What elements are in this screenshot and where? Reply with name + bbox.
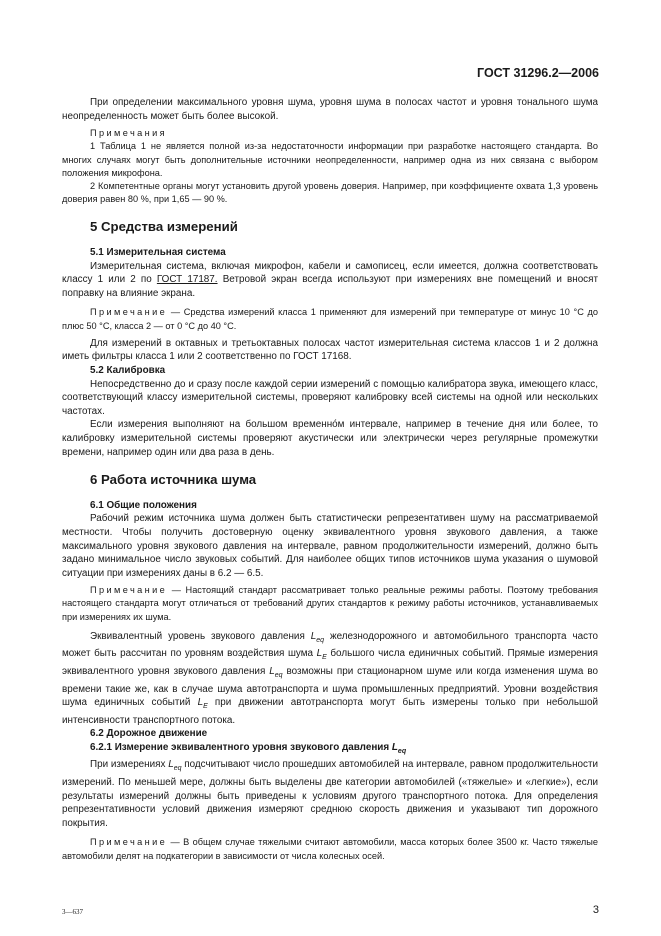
paragraph: Для измерений в октавных и третьоктавных полосах частот измерительная система классов 1 и 2 должна иметь фильтры класса 1 или 2 соответственно по ГОСТ 17168.: [62, 337, 598, 363]
section-6-2-1-title: 6.2.1 Измерение эквивалентного уровня звукового давления $L_{eq}$: [90, 741, 407, 755]
page-number: 3: [592, 904, 599, 916]
note: Примечание — Средства измерений класса 1 применяют для измерений при температуре от минус 10 °С до плюс 50 °С, класса 2 — от 0 °С до 40 °С.: [62, 307, 598, 331]
section-6-1-title: 6.1 Общие положения: [90, 499, 197, 511]
note-1: 1 Таблица 1 не является полной из-за недостаточности информации при разработке настоящего стандарта. Во многих случаях могут быть дополнительные источники неопределенности, например одна из них связана с выбором положения микрофона.: [62, 141, 598, 178]
paragraph: Рабочий режим источника шума должен быть статистически репрезентативен шуму на рассматриваемой местности. Чтобы получить достоверную оценку эквивалентного уровня звукового давления, а также максимального уровня звукового давления на интервале, равном продолжительности измерений, должно быть задано минимальное число звуковых событий. Для наиболее общих типов источников шума указания о шумовой ситуации при измерениях даны в 6.2 — 6.5.: [62, 513, 598, 579]
section-6-title: 6 Работа источника шума: [90, 472, 257, 488]
section-5-1-title: 5.1 Измерительная система: [90, 247, 226, 258]
section-5-2-title: 5.2 Калибровка: [90, 364, 166, 376]
print-mark: 3—637: [62, 908, 83, 916]
paragraph: При определении максимального уровня шума, уровня шума в полосах частот и уровня тонального шума неопределенность может быть более высокой.: [62, 97, 598, 122]
paragraph: Непосредственно до и сразу после каждой серии измерений с помощью калибратора звука, имеющего класс, соответствующий классу измерительной системы, проверяют калибровку всей системы на одной или нескольких частотах.: [62, 378, 598, 417]
section-6-2-title: 6.2 Дорожное движение: [90, 728, 208, 740]
note: Примечание — Настоящий стандарт рассматривает только реальные режимы работы. Поэтому требования настоящего стандарта могут отличаться от требований других стандартов к режиму работы источников, устанавливаемых при измерениях их шума.: [62, 585, 598, 622]
note: Примечание — В общем случае тяжелыми считают автомобили, масса которых более 3500 кг. Часто тяжелые автомобили делят на подкатегории в зависимости от числа колесных осей.: [62, 837, 598, 861]
notes-title: Примечания: [90, 128, 168, 139]
paragraph: Если измерения выполняют на большом временно́м интервале, например в течение дня или более, то калибровку измерительной системы проверяют акустически или электрически через регулярные промежутки времени, например один или два раза в день.: [62, 419, 598, 458]
standard-code: ГОСТ 31296.2—2006: [477, 66, 599, 80]
paragraph: При измерениях $L_{eq}$ подсчитывают число прошедших автомобилей на интервале, равном продолжительности измерений. По меньшей мере, должны быть выделены две категории автомобилей («тяжелые» и «легкие»), если результаты измерений должны быть приведены к условиям другого транспортного потока. Для определения репрезентативности условий движения измеряют среднюю скорость движения и указывают тип дорожного покрытия.: [62, 759, 598, 829]
gost-link[interactable]: ГОСТ 17187.: [156, 274, 218, 286]
note-2: 2 Компетентные органы могут установить другой уровень доверия. Например, при коэффициенте охвата 1,3 уровень доверия равен 80 %, при 1,65 — 90 %.: [62, 181, 598, 205]
section-5-title: 5 Средства измерений: [90, 219, 238, 235]
page-body: [62, 96, 598, 863]
paragraph: Измерительная система, включая микрофон, кабели и самописец, если имеется, должна соответствовать классу 1 или 2 по ГОСТ 17187. Ветровой экран всегда используют при измерениях вне помещений и вносят поправку на влияние экрана.: [62, 260, 598, 299]
paragraph: Эквивалентный уровень звукового давления $L_{eq}$ железнодорожного и автомобильного транспорта часто может быть рассчитан по уровням воздействия шума $L_E$ большого числа единичных событий. Прямые измерения эквивалентного уровня звукового давления $L_{eq}$ возможны при стационарном шуме или когда изменения шума во времени такие же, как в случае шума автотранспорта и шума промышленных предприятий. Уровни воздействия шума единичных событий $L_E$ при движении автотранспорта могут быть измерены только при небольшой интенсивности транспортного потока.: [62, 630, 598, 726]
